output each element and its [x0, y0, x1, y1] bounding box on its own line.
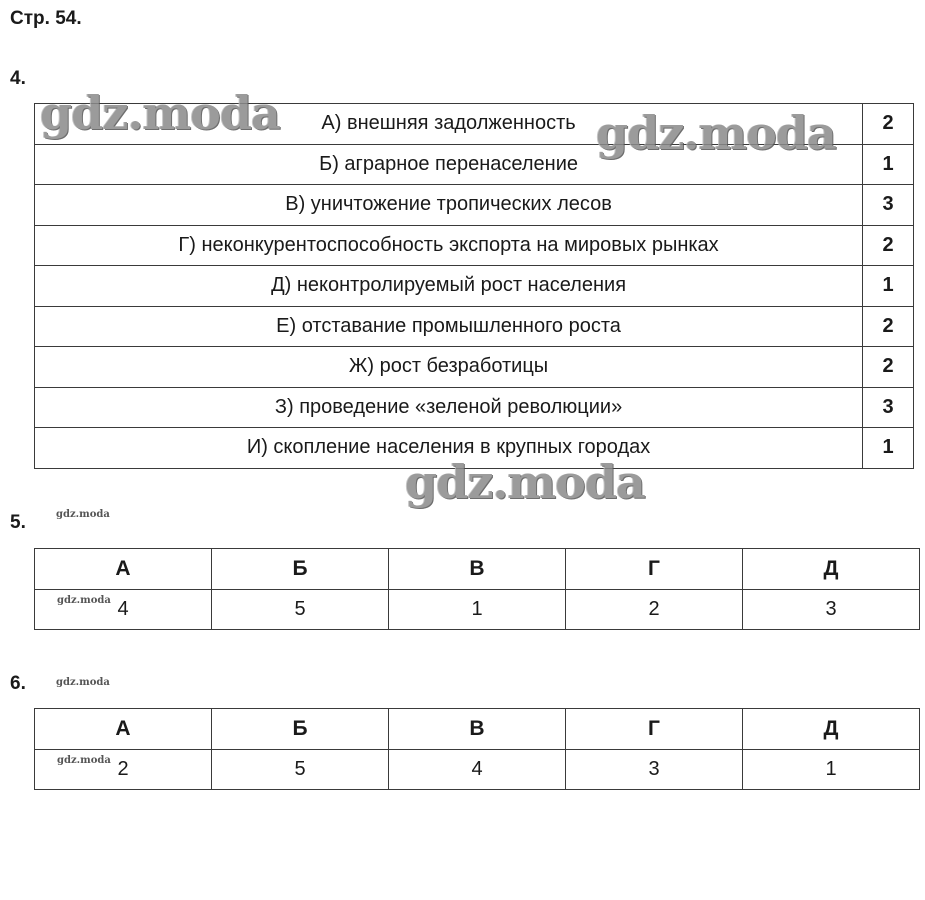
value-cell: 1	[389, 589, 566, 630]
answer-cell: 1	[863, 266, 914, 307]
table-row	[35, 589, 920, 630]
header-cell: Б	[212, 709, 389, 750]
header-cell: Г	[566, 549, 743, 590]
answer-cell: 1	[863, 428, 914, 469]
task-5-number: 5.	[10, 512, 26, 533]
value-cell: 1	[743, 749, 920, 790]
header-cell: А	[35, 549, 212, 590]
answer-cell: 1	[863, 144, 914, 185]
table-row	[35, 185, 914, 226]
statement-cell: Г) неконкурентоспособность экспорта на мировых рынках	[35, 225, 863, 266]
watermark: gdz.moda	[57, 754, 111, 766]
answer-cell: 3	[863, 387, 914, 428]
page-title: Стр. 54.	[10, 8, 82, 29]
table-row	[35, 104, 914, 145]
value-cell: 2	[566, 589, 743, 630]
value-cell: 3	[743, 589, 920, 630]
table-row	[35, 306, 914, 347]
task-4-number: 4.	[10, 68, 26, 89]
watermark: gdz.moda	[56, 677, 110, 688]
statement-cell: Д) неконтролируемый рост населения	[35, 266, 863, 307]
value-cell: 4	[389, 749, 566, 790]
task-5-table	[34, 548, 920, 630]
value-cell: 5	[212, 589, 389, 630]
table-row	[35, 266, 914, 307]
answer-cell: 2	[863, 225, 914, 266]
answer-cell: 2	[863, 347, 914, 388]
table-row	[35, 225, 914, 266]
task-4-table	[34, 103, 914, 469]
value-cell: 3	[566, 749, 743, 790]
header-cell: Б	[212, 549, 389, 590]
header-cell: Г	[566, 709, 743, 750]
watermark: gdz.moda	[596, 106, 836, 160]
value-cell	[35, 589, 212, 630]
header-cell: Д	[743, 709, 920, 750]
task-6-number: 6.	[10, 673, 26, 694]
statement-cell: З) проведение «зеленой революции»	[35, 387, 863, 428]
watermark: gdz.moda	[57, 594, 111, 606]
header-cell: Д	[743, 549, 920, 590]
statement-cell: Б) аграрное перенаселение	[35, 144, 863, 185]
table-row	[35, 749, 920, 790]
answer-cell: 2	[863, 306, 914, 347]
header-cell: А	[35, 709, 212, 750]
statement-cell: И) скопление населения в крупных городах	[35, 428, 863, 469]
watermark: gdz.moda	[40, 86, 280, 140]
watermark: gdz.moda	[405, 455, 645, 509]
statement-cell: В) уничтожение тропических лесов	[35, 185, 863, 226]
table-row	[35, 144, 914, 185]
answer-cell: 3	[863, 185, 914, 226]
table-row	[35, 428, 914, 469]
table-row	[35, 347, 914, 388]
value-text: 4	[117, 597, 129, 620]
value-cell	[35, 749, 212, 790]
watermark: gdz.moda	[56, 509, 110, 520]
value-cell: 5	[212, 749, 389, 790]
statement-cell: Е) отставание промышленного роста	[35, 306, 863, 347]
answer-cell: 2	[863, 104, 914, 145]
header-cell: В	[389, 549, 566, 590]
table-row	[35, 387, 914, 428]
task-6-table	[34, 708, 920, 790]
header-cell: В	[389, 709, 566, 750]
table-header-row	[35, 549, 920, 590]
statement-cell: А) внешняя задолженность	[35, 104, 863, 145]
value-text: 2	[117, 757, 129, 780]
statement-cell: Ж) рост безработицы	[35, 347, 863, 388]
table-header-row	[35, 709, 920, 750]
